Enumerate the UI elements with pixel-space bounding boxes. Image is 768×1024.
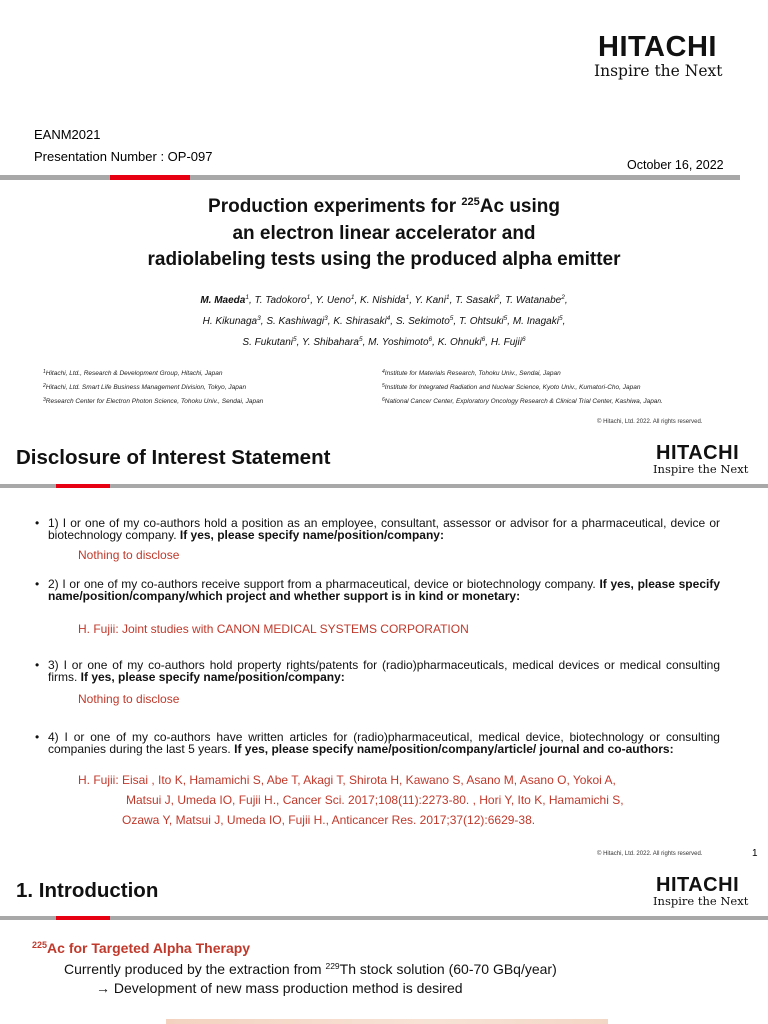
hitachi-logo-slide-3 <box>653 874 749 908</box>
author-line: H. Kikunaga$^3$, S. Kashiwagi$^3$, K. Shirasaki$^4$, S. Sekimoto$^5$, T. Ohtsuki$^5$, M. Inagaki$^5$, <box>202 315 566 327</box>
disclosure-item: • 4) I or one of my co-authors have written articles for (radio)pharmaceutical, medical device, biotechnology or consulting companies during the last 5 years. If yes, please specify name/position/company/article/ journal and co-authors: <box>35 730 720 756</box>
author-name: M. Inagaki <box>512 316 559 327</box>
disclosure-rule-accent <box>56 484 110 488</box>
disclosure-item: • 1) I or one of my co-authors hold a position as an employee, consultant, assessor or advisor for a pharmaceutical, device or biotechnology company. If yes, please specify name/position/company: <box>35 516 720 542</box>
disclosure-answer: Ozawa Y, Matsui J, Umeda IO, Fujii H., Anticancer Res. 2017;37(12):6629-38. <box>122 813 536 827</box>
affiliation-item: $^6$National Cancer Center, Exploratory Oncology Research & Clinical Trial Center, Kashiwa, Japan. <box>382 397 663 405</box>
disclosure-rule <box>0 484 768 488</box>
logo-tagline: Inspire the Next <box>594 62 723 80</box>
logo-wordmark: HITACHI <box>656 442 740 464</box>
affiliation-item: $^4$Institute for Materials Research, Tohoku Univ., Sendai, Japan <box>382 369 561 377</box>
affiliation-item: $^5$Institute for Integrated Radiation and Nuclear Science, Kyoto Univ., Kumatori-Cho, Japan <box>382 383 641 391</box>
author-name: Y. Shibahara <box>302 337 359 348</box>
author-name: Y. Kani <box>414 295 446 306</box>
affiliation-item: $^2$Hitachi, Ltd. Smart Life Business Management Division, Tokyo, Japan <box>43 383 247 391</box>
affiliations-right <box>382 367 663 409</box>
title-rule <box>0 175 740 180</box>
disclosure-answer: H. Fujii: Eisai , Ito K, Hamamichi S, Abe T, Akagi T, Shirota H, Kawano S, Asano M, Asano O, Yokoi A, <box>78 773 616 787</box>
author-affiliation-mark: 5 <box>503 315 508 322</box>
author-affiliation-mark: 5 <box>293 336 297 343</box>
affiliation-item: $^3$Research Center for Electron Photon Science, Tohoku Univ., Sendai, Japan <box>43 397 264 405</box>
author-name: T. Tadokoro <box>254 295 307 306</box>
author-list <box>0 290 768 353</box>
author-line: M. Maeda$^1$, T. Tadokoro$^1$, Y. Ueno$^1$, K. Nishida$^1$, Y. Kani$^1$, T. Sasaki$^2$, T. Watanabe$^2$, <box>200 294 568 306</box>
author-affiliation-mark: 1 <box>350 294 355 301</box>
author-name: T. Watanabe <box>505 295 562 306</box>
introduction-rule <box>0 916 768 920</box>
presentation-date: October 16, 2022 <box>627 158 724 172</box>
title-line-3: radiolabeling tests using the produced alpha emitter <box>147 249 621 270</box>
affiliations-left <box>43 367 263 409</box>
introduction-heading: 1. Introduction <box>16 879 159 902</box>
logo-tagline: Inspire the Next <box>653 462 749 476</box>
hitachi-logo-slide-2 <box>653 442 749 476</box>
author-affiliation-mark: 6 <box>428 336 433 343</box>
author-affiliation-mark: 5 <box>449 315 454 322</box>
presentation-number: Presentation Number : OP-097 <box>34 149 213 164</box>
author-name: T. Sasaki <box>455 295 496 306</box>
author-name: K. Ohnuki <box>437 337 482 348</box>
author-name: T. Ohtsuki <box>458 316 504 327</box>
logo-wordmark: HITACHI <box>598 31 717 63</box>
author-name: S. Fukutani <box>242 337 294 348</box>
intro-line-2: → Development of new mass production method is desired <box>96 980 463 996</box>
author-affiliation-mark: 1 <box>306 294 311 301</box>
introduction-rule-accent <box>56 916 110 920</box>
intro-figure-strip <box>166 1019 608 1024</box>
author-affiliation-mark: 1 <box>245 294 249 301</box>
conference-label: EANM2021 <box>34 127 101 142</box>
paper-title <box>0 194 768 274</box>
logo-tagline: Inspire the Next <box>653 894 749 908</box>
affiliation-item: $^1$Hitachi, Ltd., Research & Development Group, Hitachi, Japan <box>43 369 223 377</box>
author-name: M. Maeda <box>200 295 246 306</box>
bullet-icon: • <box>35 730 40 744</box>
author-name: M. Yoshimoto <box>368 337 429 348</box>
disclosure-answer: Nothing to disclose <box>78 692 180 706</box>
author-affiliation-mark: 6 <box>481 336 486 343</box>
author-affiliation-mark: 1 <box>405 294 410 301</box>
title-line-2: an electron linear accelerator and <box>232 222 536 244</box>
copyright-slide-1: © Hitachi, Ltd. 2022. All rights reserved. <box>597 419 703 425</box>
intro-subheading: $^{225}$Ac for Targeted Alpha Therapy <box>32 940 251 956</box>
disclosure-answer: Nothing to disclose <box>78 548 180 562</box>
bullet-icon: • <box>35 658 40 672</box>
intro-line-1: Currently produced by the extraction from $^{229}$Th stock solution (60-70 GBq/year) <box>64 961 557 977</box>
author-name: S. Kashiwagi <box>266 316 325 327</box>
disclosure-answer: Matsui J, Umeda IO, Fujii H., Cancer Sci. 2017;108(11):2273-80. , Hori Y, Ito K, Hamamichi S, <box>126 793 624 807</box>
author-name: H. Fujii <box>490 337 522 348</box>
author-name: K. Shirasaki <box>333 316 387 327</box>
title-line-1: Production experiments for $^{225}$Ac using <box>208 196 560 217</box>
title-rule-accent <box>110 175 190 180</box>
author-affiliation-mark: 2 <box>561 294 565 301</box>
author-name: K. Nishida <box>360 295 406 306</box>
author-affiliation-mark: 3 <box>324 315 328 322</box>
author-affiliation-mark: 1 <box>445 294 450 301</box>
author-name: H. Kikunaga <box>202 316 258 327</box>
hitachi-logo <box>594 31 723 80</box>
bullet-icon: • <box>35 577 40 591</box>
author-line: S. Fukutani$^5$, Y. Shibahara$^5$, M. Yoshimoto$^6$, K. Ohnuki$^6$, H. Fujii$^6$ <box>242 336 526 348</box>
disclosure-item: • 2) I or one of my co-authors receive support from a pharmaceutical, device or biotechnology company. If yes, please specify name/position/company/which project and whether support is in kind or monetary: <box>35 577 720 603</box>
author-affiliation-mark: 5 <box>558 315 563 322</box>
author-affiliation-mark: 6 <box>521 336 526 343</box>
copyright-slide-2: © Hitachi, Ltd. 2022. All rights reserved. <box>597 851 703 857</box>
author-affiliation-mark: 3 <box>257 315 261 322</box>
page-number: 1 <box>752 848 758 859</box>
author-affiliation-mark: 2 <box>495 294 500 301</box>
author-affiliation-mark: 4 <box>386 315 391 322</box>
logo-wordmark: HITACHI <box>656 874 740 896</box>
bullet-icon: • <box>35 516 40 530</box>
author-affiliation-mark: 5 <box>358 336 363 343</box>
disclosure-answer: H. Fujii: Joint studies with CANON MEDICAL SYSTEMS CORPORATION <box>78 622 469 636</box>
disclosure-heading: Disclosure of Interest Statement <box>16 446 331 469</box>
disclosure-item: • 3) I or one of my co-authors hold property rights/patents for (radio)pharmaceuticals, medical devices or medical consulting firms. If yes, please specify name/position/company: <box>35 658 720 684</box>
author-name: S. Sekimoto <box>395 316 450 327</box>
author-name: Y. Ueno <box>315 295 351 306</box>
